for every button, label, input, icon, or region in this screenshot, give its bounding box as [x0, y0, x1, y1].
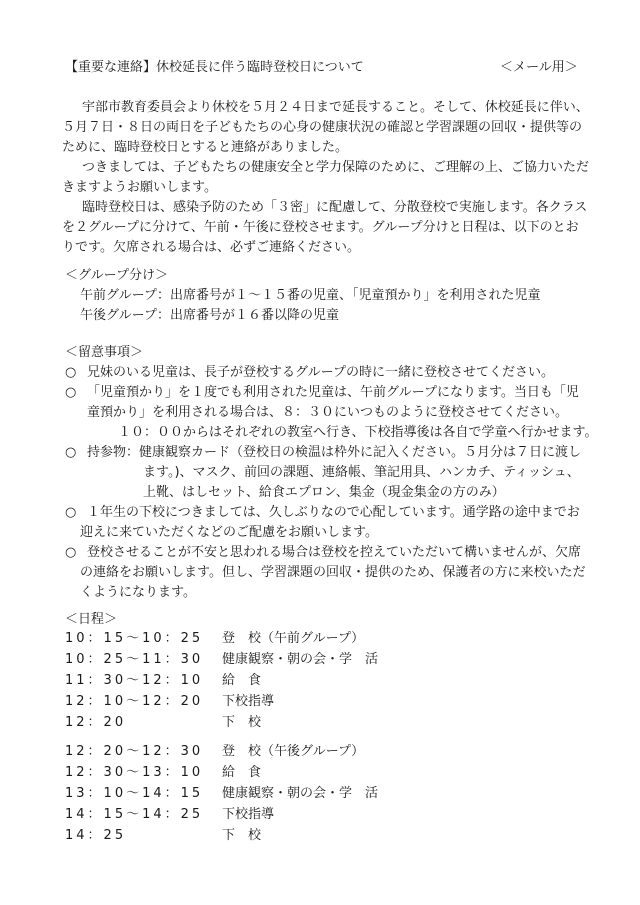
schedule-time: 12：30～13：10: [65, 765, 204, 780]
note-item: [65, 503, 580, 523]
note-text: 上靴、はしセット、給食エプロン、集金（現金集金の方のみ）: [143, 485, 505, 500]
bullet-circle-icon: ○: [65, 365, 77, 380]
group-item: 午後グループ：出席番号が１６番以降の児童: [80, 308, 339, 323]
schedule-time: 10：25～11：30: [65, 652, 204, 667]
schedule-activity: 健康観察・朝の会・学 活: [222, 652, 379, 667]
schedule-time: 11：30～12：10: [65, 673, 204, 688]
schedule-time: 14：15～14：25: [65, 807, 204, 822]
notes-heading: ＜留意事項＞: [65, 345, 144, 360]
note-text: の連絡をお願いします。但し、学習課題の回収・提供のため、保護者の方に来校いただ: [80, 565, 586, 580]
note-item: [65, 363, 554, 383]
note-text: 「児童預かり」を１度でも利用された児童は、午前グループになります。当日も「児: [87, 385, 579, 400]
note-item: [65, 383, 579, 403]
schedule-activity: 給 食: [222, 673, 262, 688]
intro-line: 臨時登校日は、感染予防のため「３密」に配慮して、分散登校で実施します。各クラス: [82, 200, 588, 215]
intro-line: ５月７日・８日の両日を子どもたちの心身の健康状況の確認と学習課題の回収・提供等の: [62, 120, 583, 135]
note-text: 迎えに来ていただくなどのご配慮をお願いします。: [80, 525, 378, 540]
bullet-circle-icon: ○: [65, 445, 77, 460]
schedule-activity: 健康観察・朝の会・学 活: [222, 786, 379, 801]
schedule-time: 14：25: [65, 828, 127, 843]
schedule-heading: ＜日程＞: [65, 612, 118, 627]
intro-line: ために、臨時登校日とすると連絡がありました。: [62, 140, 349, 155]
note-item: [65, 443, 581, 463]
intro-line: 宇部市教育委員会より休校を５月２４日まで延長すること。そして、休校延長に伴い、: [82, 100, 589, 115]
groups-heading: ＜グループ分け＞: [65, 268, 168, 283]
schedule-activity: 下校指導: [222, 807, 275, 822]
schedule-time: 10：15～10：25: [65, 631, 204, 646]
note-text: 兄妹のいる児童は、長子が登校するグループの時に一緒に登校させてください。: [87, 365, 554, 380]
bullet-circle-icon: ○: [65, 385, 77, 400]
note-text: くようになります。: [80, 585, 196, 600]
schedule-activity: 下 校: [222, 828, 262, 843]
note-text: 童預かり」を利用される場合は、８：３０にいつものように登校させてください。: [87, 405, 569, 420]
document-title: 【重要な連絡】休校延長に伴う臨時登校日について: [65, 60, 364, 75]
group-item: 午前グループ：出席番号が１～１５番の児童、「児童預かり」を利用された児童: [80, 288, 541, 303]
note-text: １０：００からはそれぞれの教室へ行き、下校指導後は各自で学童へ行かせます。: [118, 425, 598, 440]
email-tag: ＜メール用＞: [500, 60, 578, 75]
note-item: [65, 543, 581, 563]
intro-line: を２グループに分けて、午前・午後に登校させます。グループ分けと日程は、以下のとお: [62, 220, 579, 235]
intro-line: つきましては、子どもたちの健康安全と学力保障のために、ご理解の上、ご協力いただ: [82, 160, 590, 175]
bullet-circle-icon: ○: [65, 505, 77, 520]
intro-line: きますようお願いします。: [62, 180, 217, 195]
schedule-time: 12：20～12：30: [65, 744, 204, 759]
schedule-time: 12：20: [65, 715, 127, 730]
note-text: ます。)、マスク、前回の課題、連絡帳、筆記用具、ハンカチ、ティッシュ、: [143, 465, 580, 480]
schedule-time: 13：10～14：15: [65, 786, 204, 801]
note-text: 持参物：健康観察カード（登校日の検温は枠外に記入ください。５月分は７日に渡し: [87, 445, 582, 460]
note-text: 登校させることが不安と思われる場合は登校を控えていただいて構いませんが、欠席: [87, 545, 582, 560]
schedule-activity: 下校指導: [222, 694, 275, 709]
schedule-activity: 下 校: [222, 715, 262, 730]
note-text: １年生の下校につきましては、久しぶりなので心配しています。通学路の途中までお: [87, 505, 580, 520]
schedule-activity: 給 食: [222, 765, 262, 780]
bullet-circle-icon: ○: [65, 545, 77, 560]
intro-line: りです。欠席される場合は、必ずご連絡ください。: [62, 240, 360, 255]
schedule-time: 12：10～12：20: [65, 694, 204, 709]
schedule-activity: 登 校（午前グループ）: [222, 631, 365, 646]
schedule-activity: 登 校（午後グループ）: [222, 744, 365, 759]
